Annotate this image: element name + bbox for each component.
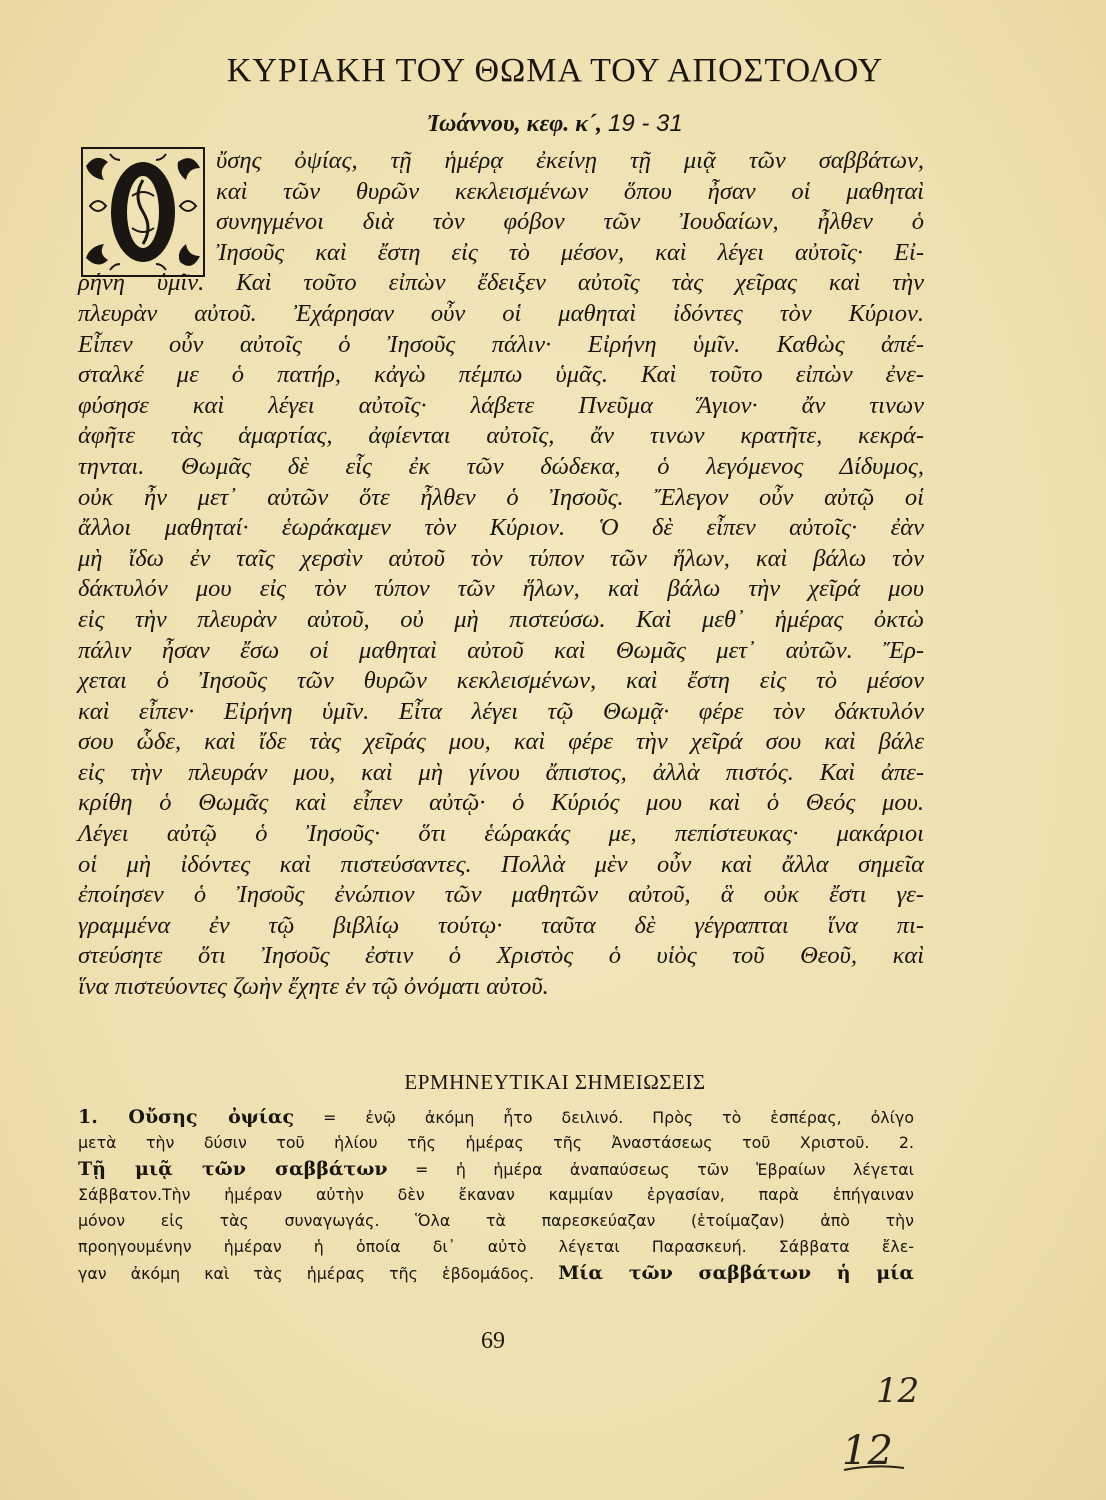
note-line: μετὰ τὴν δύσιν τοῦ ἡλίου τῆς ἡμέρας τῆς Ἀναστάσεως τοῦ Χριστοῦ. 2. (78, 1133, 914, 1152)
gospel-verses: 19 - 31 (607, 110, 683, 137)
gospel-line: καὶ εἶπεν· Εἰρήνη ὑμῖν. Εἶτα λέγει τῷ Θωμᾷ· φέρε τὸν δάκτυλόν (78, 697, 924, 725)
note-line: προηγουμένην ἡμέραν ἡ ὁποία δι᾿ αὐτὸ λέγεται Παρασκευή. Σάββατα ἔλε- (78, 1237, 914, 1256)
gospel-line: Εἶπεν οὖν αὐτοῖς ὁ Ἰησοῦς πάλιν· Εἰρήνη ὑμῖν. Καθὼς ἀπέ- (78, 330, 924, 358)
gospel-line: σταλκέ με ὁ πατήρ, κἀγὼ πέμπω ὑμᾶς. Καὶ τοῦτο εἰπὼν ἐνε- (78, 361, 924, 389)
gospel-book-chapter: Ἰωάννου, κεφ. κ´, (427, 111, 602, 137)
gospel-line: χεται ὁ Ἰησοῦς τῶν θυρῶν κεκλεισμένων, καὶ ἔστη εἰς τὸ μέσον (78, 667, 924, 695)
note-term: 1. Οὔσης ὀψίας (78, 1106, 295, 1128)
page-title: ΚΥΡΙΑΚΗ ΤΟΥ ΘΩΜΑ ΤΟΥ ΑΠΟΣΤΟΛΟΥ (226, 52, 884, 89)
gospel-line: σου ὧδε, καὶ ἴδε τὰς χεῖράς μου, καὶ φέρε τὴν χεῖρά σου καὶ βάλε (78, 728, 924, 756)
gospel-text (78, 268, 924, 1002)
gospel-line: πλευρὰν αὐτοῦ. Ἐχάρησαν οὖν οἱ μαθηταὶ ἰδόντες τὸν Κύριον. (78, 299, 924, 327)
gospel-line: ἵνα πιστεύοντες ζωὴν ἔχητε ἐν τῷ ὀνόματι αὐτοῦ. (78, 973, 549, 1001)
note-line: Σάββατον.Τὴν ἡμέραν αὐτὴν δὲν ἔκαναν καμμίαν ἐργασίαν, παρὰ ἐπήγαιναν (78, 1185, 914, 1204)
gospel-line: οὐκ ἦν μετ᾿ αὐτῶν ὅτε ἦλθεν ὁ Ἰησοῦς. Ἔλεγον οὖν αὐτῷ οἱ (78, 483, 924, 511)
gospel-line: στεύσητε ὅτι Ἰησοῦς ἐστιν ὁ Χριστὸς ὁ υἱὸς τοῦ Θεοῦ, καὶ (78, 942, 924, 970)
note-term: Μία τῶν σαββάτων ἡ μία (558, 1262, 914, 1284)
note-text: = ἡ ἡμέρα ἀναπαύσεως τῶν Ἑβραίων λέγεται (415, 1160, 914, 1179)
note-line (78, 1156, 914, 1182)
gospel-line: εἰς τὴν πλευράν μου, καὶ μὴ γίνου ἄπιστος, ἀλλὰ πιστός. Καὶ ἀπε- (78, 758, 924, 786)
gospel-line: Λέγει αὐτῷ ὁ Ἰησοῦς· ὅτι ἑώρακάς με, πεπίστευκας· μακάριοι (78, 820, 924, 848)
note-term: Τῇ μιᾷ τῶν σαββάτων (78, 1158, 388, 1180)
gospel-line: ἀφῆτε τὰς ἁμαρτίας, ἀφίενται αὐτοῖς, ἄν τινων κρατῆτε, κεκρά- (78, 422, 924, 450)
gospel-line: Ἰησοῦς καὶ ἔστη εἰς τὸ μέσον, καὶ λέγει αὐτοῖς· Εἰ- (216, 238, 924, 266)
handwritten-page-marks (836, 1366, 956, 1478)
note-line (78, 1260, 914, 1286)
notes-heading: ΕΡΜΗΝΕΥΤΙΚΑΙ ΣΗΜΕΙΩΣΕΙΣ (404, 1070, 706, 1094)
gospel-line: καὶ τῶν θυρῶν κεκλεισμένων ὅπου ἦσαν οἱ μαθηταὶ (216, 177, 924, 205)
gospel-line: ἄλλοι μαθηταί· ἑωράκαμεν τὸν Κύριον. Ὁ δὲ εἶπεν αὐτοῖς· ἐὰν (78, 514, 924, 542)
note-text: = ἐνῷ ἀκόμη ἦτο δειλινό. Πρὸς τὸ ἑσπέρας, ὀλίγο (323, 1108, 914, 1127)
gospel-line: οἱ μὴ ἰδόντες καὶ πιστεύσαντες. Πολλὰ μὲν οὖν καὶ ἄλλα σημεῖα (78, 850, 924, 878)
gospel-line: πάλιν ἦσαν ἔσω οἱ μαθηταὶ αὐτοῦ καὶ Θωμᾶς μετ᾿ αὐτῶν. Ἔρ- (78, 636, 924, 664)
gospel-line: τηνται. Θωμᾶς δὲ εἷς ἐκ τῶν δώδεκα, ὁ λεγόμενος Δίδυμος, (78, 452, 924, 480)
gospel-line: γραμμένα ἐν τῷ βιβλίῳ τούτῳ· ταῦτα δὲ γέγραπται ἵνα πι- (78, 911, 924, 939)
gospel-line: ρήνη ὑμῖν. Καὶ τοῦτο εἰπὼν ἔδειξεν αὐτοῖς τὰς χεῖρας καὶ τὴν (78, 269, 924, 297)
note-line (78, 1104, 914, 1130)
gospel-opening-lines (216, 146, 924, 268)
ornamental-initial-icon (80, 146, 206, 278)
note-line: μόνον εἰς τὰς συναγωγάς. Ὅλα τὰ παρεσκεύαζαν (ἑτοίμαζαν) ἀπὸ τὴν (78, 1211, 914, 1230)
page-number: 69 (481, 1328, 505, 1354)
handwritten-mark: 12 (876, 1371, 920, 1411)
gospel-line: μὴ ἴδω ἐν ταῖς χερσὶν αὐτοῦ τὸν τύπον τῶν ἥλων, καὶ βάλω τὸν (78, 544, 924, 572)
gospel-line: ἐποίησεν ὁ Ἰησοῦς ἐνώπιον τῶν μαθητῶν αὐτοῦ, ἃ οὐκ ἔστι γε- (78, 881, 924, 909)
gospel-line: εἰς τὴν πλευρὰν αὐτοῦ, οὐ μὴ πιστεύσω. Καὶ μεθ᾿ ἡμέρας ὀκτὼ (78, 605, 924, 633)
explanatory-notes (78, 1104, 914, 1286)
gospel-line: δάκτυλόν μου εἰς τὸν τύπον τῶν ἥλων, καὶ βάλω τὴν χεῖρά μου (78, 575, 924, 603)
gospel-line: φύσησε καὶ λέγει αὐτοῖς· λάβετε Πνεῦμα Ἅγιον· ἄν τινων (78, 391, 924, 419)
gospel-line: συνηγμένοι διὰ τὸν φόβον τῶν Ἰουδαίων, ἦλθεν ὁ (216, 208, 924, 236)
gospel-reference (60, 110, 1050, 138)
gospel-line: ὔσης ὀψίας, τῇ ἡμέρᾳ ἐκείνῃ τῇ μιᾷ τῶν σαββάτων, (216, 147, 924, 174)
handwritten-mark: 12 (842, 1428, 893, 1474)
note-text: γαν ἀκόμη καὶ τὰς ἡμέρας τῆς ἑβδομάδος. (78, 1264, 535, 1283)
gospel-line: κρίθη ὁ Θωμᾶς καὶ εἶπεν αὐτῷ· ὁ Κύριός μου καὶ ὁ Θεός μου. (78, 789, 924, 817)
